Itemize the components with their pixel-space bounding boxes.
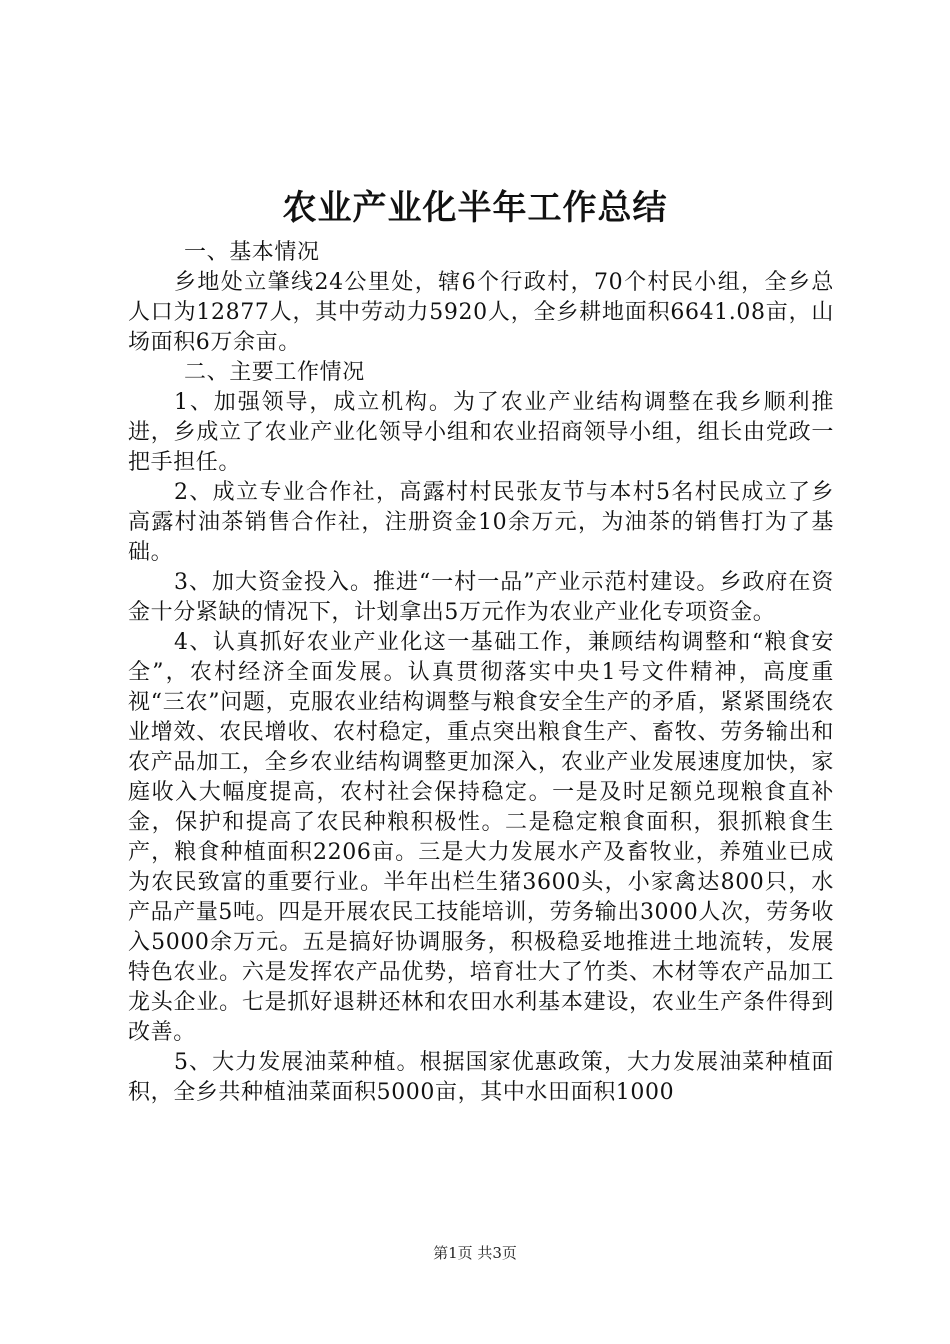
paragraph: 5、大力发展油菜种植。根据国家优惠政策，大力发展油菜种植面积，全乡共种植油菜面积5000亩，其中水田面积1000 [128, 1050, 834, 1105]
page-number: 第1页 共3页 [433, 1244, 517, 1262]
paragraph: 3、加大资金投入。推进“一村一品”产业示范村建设。乡政府在资金十分紧缺的情况下，计划拿出5万元作为农业产业化专项资金。 [128, 570, 834, 625]
paragraph: 1、加强领导，成立机构。为了农业产业结构调整在我乡顺利推进，乡成立了农业产业化领导小组和农业招商领导小组，组长由党政一把手担任。 [128, 390, 834, 475]
paragraph: 4、认真抓好农业产业化这一基础工作，兼顾结构调整和“粮食安全”，农村经济全面发展。认真贯彻落实中央1号文件精神，高度重视“三农”问题，克服农业结构调整与粮食安全生产的矛盾，紧紧围绕农业增效、农民增收、农村稳定，重点突出粮食生产、畜牧、劳务输出和农产品加工，全乡农业结构调整更加深入，农业产业发展速度加快，家庭收入大幅度提高，农村社会保持稳定。一是及时足额兑现粮食直补金，保护和提高了农民种粮积极性。二是稳定粮食面积，狠抓粮食生产，粮食种植面积2206亩。三是大力发展水产及畜牧业，养殖业已成为农民致富的重要行业。半年出栏生猪3600头，小家禽达800只，水产品产量5吨。四是开展农民工技能培训，劳务输出3000人次，劳务收入5000余万元。五是搞好协调服务，积极稳妥地推进土地流转，发展特色农业。六是发挥农产品优势，培育壮大了竹类、木材等农产品加工龙头企业。七是抓好退耕还林和农田水利基本建设，农业生产条件得到改善。 [128, 630, 834, 1045]
section-heading: 一、基本情况 [184, 240, 320, 265]
paragraph: 2、成立专业合作社，高露村村民张友节与本村5名村民成立了乡高露村油茶销售合作社，注册资金10余万元，为油茶的销售打为了基础。 [128, 480, 834, 565]
section-heading: 二、主要工作情况 [184, 360, 365, 385]
document-body [128, 238, 834, 1108]
paragraph: 乡地处立肇线24公里处，辖6个行政村，70个村民小组，全乡总人口为12877人，其中劳动力5920人，全乡耕地面积6641.08亩，山场面积6万余亩。 [128, 270, 834, 355]
document-title: 农业产业化半年工作总结 [282, 188, 668, 228]
